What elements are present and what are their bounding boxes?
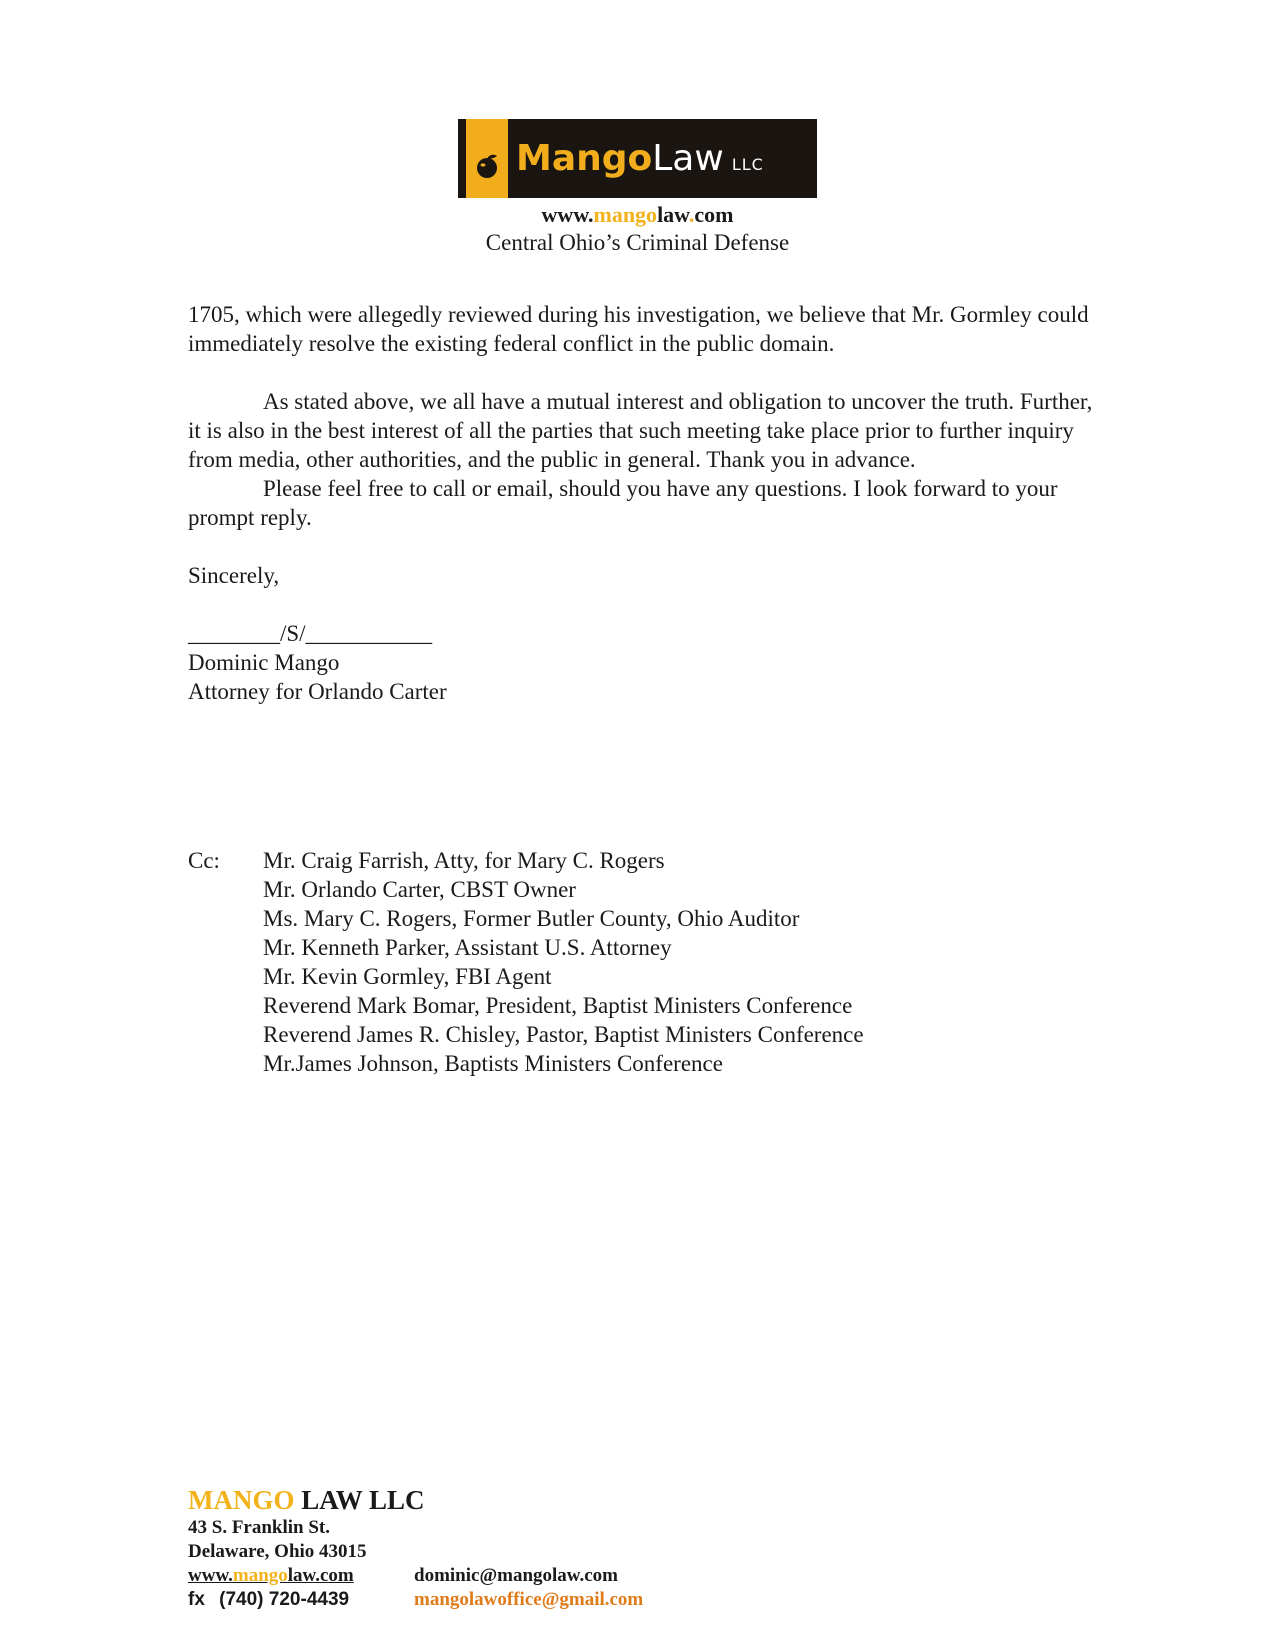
footer-fax-number: (740) 720-4439: [219, 1589, 350, 1610]
logo-llc-text: LLC: [731, 155, 764, 174]
footer-email-dominic[interactable]: dominic@mangolaw.com: [414, 1565, 618, 1586]
cc-recipient: Mr. Kenneth Parker, Assistant U.S. Attorney: [263, 935, 672, 960]
logo-law-text: Law: [652, 138, 724, 179]
cc-recipient: Mr. Craig Farrish, Atty, for Mary C. Rogers: [263, 848, 665, 873]
cc-recipient: Ms. Mary C. Rogers, Former Butler County, Ohio Auditor: [263, 906, 800, 931]
footer-web-mango: mango: [232, 1565, 288, 1586]
web-suffix: com: [694, 202, 734, 227]
footer-email-office[interactable]: mangolawoffice@gmail.com: [414, 1589, 644, 1610]
footer-name-rest: LAW LLC: [301, 1485, 425, 1515]
footer-address-street: 43 S. Franklin St.: [188, 1517, 331, 1538]
paragraph-mutual-interest: As stated above, we all have a mutual interest and obligation to uncover the truth. Further, it is also in the best interest of all the parties that such meeting take place prior to further inquiry from media, other authorities, and the public in general. Thank you in advance.: [188, 389, 1093, 472]
footer-name-mango: MANGO: [188, 1485, 295, 1515]
footer-contact-row-1: [188, 1564, 888, 1588]
paragraph-continuation: 1705, which were allegedly reviewed during his investigation, we believe that Mr. Gormley could immediately resolve the existing federal conflict in the public domain.: [188, 302, 1089, 356]
footer: [188, 1484, 888, 1612]
mango-fruit-icon: [474, 153, 500, 179]
web-mango: mango: [593, 202, 658, 227]
closing: Sincerely,: [188, 563, 280, 588]
web-prefix: www.: [541, 202, 594, 227]
cc-label: Cc:: [188, 848, 220, 873]
logo-mango-text: Mango: [516, 138, 653, 179]
web-law: law: [657, 202, 689, 227]
cc-recipient: Reverend Mark Bomar, President, Baptist Ministers Conference: [263, 993, 853, 1018]
footer-firm-name: [188, 1484, 888, 1516]
footer-fax-label: fx: [188, 1589, 205, 1610]
cc-recipient: Mr. Orlando Carter, CBST Owner: [263, 877, 576, 902]
mango-law-logo: [458, 119, 817, 198]
cc-recipient: Mr. Kevin Gormley, FBI Agent: [263, 964, 552, 989]
footer-website-link[interactable]: [188, 1565, 354, 1586]
signer-title: Attorney for Orlando Carter: [188, 679, 447, 704]
letter-body: [188, 300, 1098, 706]
footer-address-city: Delaware, Ohio 43015: [188, 1541, 367, 1562]
cc-recipient: Mr.James Johnson, Baptists Ministers Conference: [263, 1051, 723, 1076]
logo-wordmark: [516, 139, 764, 185]
signature-line: ________/S/___________: [188, 621, 433, 646]
letterhead-website-link[interactable]: [0, 202, 1275, 228]
footer-web-prefix: www.: [188, 1565, 233, 1586]
web-dot: .: [688, 202, 695, 227]
cc-recipient: Reverend James R. Chisley, Pastor, Baptist Ministers Conference: [263, 1022, 864, 1047]
letterhead-tagline: Central Ohio’s Criminal Defense: [485, 230, 790, 255]
footer-web-suffix: law.com: [287, 1565, 354, 1586]
footer-contact-row-2: [188, 1588, 888, 1612]
signer-name: Dominic Mango: [188, 650, 340, 675]
cc-recipient-list: [263, 846, 864, 1078]
paragraph-contact: Please feel free to call or email, should you have any questions. I look forward to your prompt reply.: [188, 476, 1058, 530]
